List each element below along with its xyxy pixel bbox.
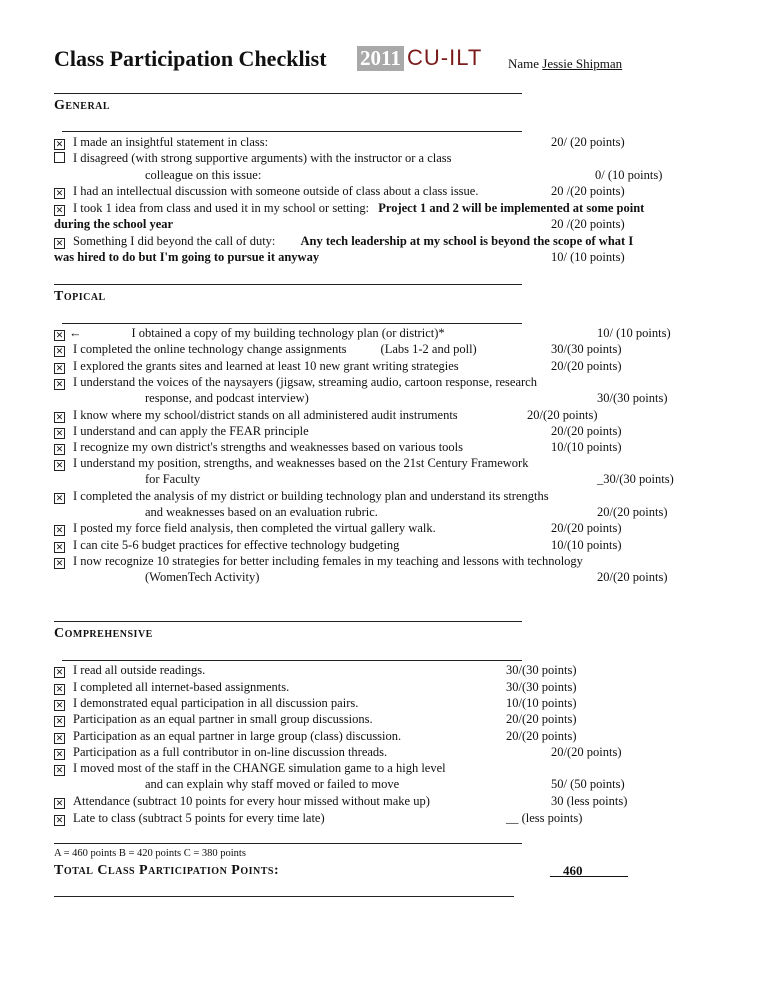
checkbox-icon[interactable]: ✕ [55, 379, 64, 389]
points-value: 30/(30 points) [506, 680, 577, 694]
grade-scale: A = 460 points B = 420 points C = 380 points [54, 848, 246, 859]
points-value: 10/(10 points) [551, 440, 622, 454]
list-item: ✕ I moved most of the staff in the CHANGE simulation game to a high level [55, 761, 446, 775]
divider [54, 93, 522, 94]
checkbox-icon[interactable]: ✕ [55, 765, 64, 775]
list-item: ✕ I understand my position, strengths, and weaknesses based on the 21st Century Framework [55, 456, 529, 470]
list-item-continuation: response, and podcast interview) [145, 391, 309, 405]
list-item: ✕ I can cite 5-6 budget practices for effective technology budgeting [55, 538, 400, 552]
list-item: ✕ I had an intellectual discussion with someone outside of class about a class issue. [55, 184, 479, 198]
points-value: 20/(20 points) [551, 359, 622, 373]
list-item: ✕ I understand the voices of the naysayers (jigsaw, streaming audio, cartoon response, research [55, 375, 537, 389]
checkbox-icon[interactable]: ✕ [55, 188, 64, 198]
list-item: I disagreed (with strong supportive arguments) with the instructor or a class [54, 151, 452, 166]
list-item: ✕ I completed the online technology change assignments (Labs 1-2 and poll) [55, 342, 477, 356]
points-value: 30/(30 points) [551, 342, 622, 356]
checkbox-icon[interactable]: ✕ [55, 558, 64, 568]
points-value: __ (less points) [506, 811, 583, 825]
list-item: ✕ Something I did beyond the call of duty: Any tech leadership at my school is beyond the scope of what I [55, 234, 634, 248]
list-item-continuation: (WomenTech Activity) [145, 570, 260, 584]
checkbox-icon[interactable]: ✕ [55, 525, 64, 535]
list-item-continuation: was hired to do but I'm going to pursue it anyway [54, 250, 320, 264]
points-value: 50/ (50 points) [551, 777, 625, 791]
list-item: ✕ I made an insightful statement in class: [55, 135, 269, 149]
divider [54, 896, 514, 897]
checkbox-icon[interactable]: ✕ [55, 428, 64, 438]
checkbox-icon[interactable]: ✕ [55, 238, 64, 248]
name-field [508, 56, 622, 72]
list-item: ✕ I explored the grants sites and learned at least 10 new grant writing strategies [55, 359, 459, 373]
list-item: ✕ Participation as a full contributor in on-line discussion threads. [55, 745, 388, 759]
divider [54, 843, 522, 844]
points-value: _30/(30 points) [597, 472, 674, 486]
checkbox-icon[interactable]: ✕ [55, 733, 64, 743]
points-value: 20/(20 points) [551, 745, 622, 759]
checkbox-icon[interactable]: ✕ [55, 716, 64, 726]
points-value: 10/ (10 points) [551, 250, 625, 264]
points-value: 10/(10 points) [506, 696, 577, 710]
name-value: Jessie Shipman [542, 56, 623, 71]
list-item: ✕ ← I obtained a copy of my building technology plan (or district)* [55, 326, 445, 340]
points-value: 30 (less points) [551, 794, 628, 808]
checkbox-icon[interactable]: ✕ [55, 815, 64, 825]
year-badge: 2011 [357, 46, 404, 71]
points-value: 20/(20 points) [597, 505, 668, 519]
section-heading-general: General [54, 98, 111, 113]
checkbox-icon[interactable]: ✕ [55, 700, 64, 710]
points-value: 20 /(20 points) [551, 217, 625, 231]
checkbox-icon[interactable]: ✕ [55, 749, 64, 759]
total-value: __460_______ [550, 863, 628, 878]
list-item: ✕ I took 1 idea from class and used it in my school or setting: Project 1 and 2 will be implemented at some point [55, 201, 645, 215]
total-label: Total Class Participation Points: [54, 863, 280, 878]
points-value: 20 /(20 points) [551, 184, 625, 198]
list-item-continuation: colleague on this issue: [145, 168, 262, 182]
checkbox-icon[interactable]: ✕ [55, 412, 64, 422]
points-value: 0/ (10 points) [595, 168, 663, 182]
list-item-continuation: and weaknesses based on an evaluation rubric. [145, 505, 378, 519]
divider [62, 131, 522, 132]
list-item: ✕ Participation as an equal partner in small group discussions. [55, 712, 373, 726]
list-item: ✕ I read all outside readings. [55, 663, 206, 677]
checkbox-icon[interactable]: ✕ [55, 667, 64, 677]
list-item: ✕ I completed the analysis of my district or building technology plan and understand its strengths [55, 489, 549, 503]
list-item: ✕ I understand and can apply the FEAR principle [55, 424, 309, 438]
checkbox-icon[interactable]: ✕ [55, 798, 64, 808]
points-value: 20/(20 points) [506, 729, 577, 743]
checkbox-icon[interactable]: ✕ [55, 542, 64, 552]
divider [62, 323, 522, 324]
points-value: 30/(30 points) [597, 391, 668, 405]
checkbox-icon[interactable]: ✕ [55, 205, 64, 215]
checkbox-icon[interactable]: ✕ [55, 330, 64, 340]
list-item: ✕ I now recognize 10 strategies for better including females in my teaching and lessons with technology [55, 554, 583, 568]
list-item: ✕ Participation as an equal partner in large group (class) discussion. [55, 729, 402, 743]
arrow-left-icon: ← [69, 326, 82, 340]
divider [62, 660, 522, 661]
divider [54, 621, 522, 622]
list-item-continuation: during the school year [54, 217, 174, 231]
list-item: ✕ I completed all internet-based assignments. [55, 680, 290, 694]
list-item: ✕ I posted my force field analysis, then completed the virtual gallery walk. [55, 521, 436, 535]
points-value: 20/(20 points) [527, 408, 598, 422]
checkbox-icon[interactable]: ✕ [55, 493, 64, 503]
list-item-continuation: for Faculty [145, 472, 201, 486]
checkbox-icon[interactable] [54, 152, 65, 163]
page-title: Class Participation Checklist [54, 46, 327, 71]
points-value: 20/(20 points) [597, 570, 668, 584]
checkbox-icon[interactable]: ✕ [55, 363, 64, 373]
list-item-continuation: and can explain why staff moved or failed to move [145, 777, 400, 791]
section-heading-comprehensive: Comprehensive [54, 626, 153, 641]
list-item: ✕ I recognize my own district's strengths and weaknesses based on various tools [55, 440, 464, 454]
points-value: 30/(30 points) [506, 663, 577, 677]
list-item: ✕ Late to class (subtract 5 points for every time late) [55, 811, 325, 825]
list-item: ✕ I know where my school/district stands on all administered audit instruments [55, 408, 458, 422]
list-item: ✕ I demonstrated equal participation in all discussion pairs. [55, 696, 359, 710]
points-value: 20/(20 points) [551, 424, 622, 438]
name-label: Name [508, 56, 540, 71]
checkbox-icon[interactable]: ✕ [55, 139, 64, 149]
divider [54, 284, 522, 285]
brand-logo-text: CU-ILT [407, 45, 483, 70]
points-value: 20/(20 points) [506, 712, 577, 726]
checkbox-icon[interactable]: ✕ [55, 684, 64, 694]
section-heading-topical: Topical [54, 289, 106, 304]
list-item: ✕ Attendance (subtract 10 points for every hour missed without make up) [55, 794, 430, 808]
points-value: 20/ (20 points) [551, 135, 625, 149]
points-value: 20/(20 points) [551, 521, 622, 535]
points-value: 10/ (10 points) [597, 326, 671, 340]
checkbox-icon[interactable]: ✕ [55, 460, 64, 470]
points-value: 10/(10 points) [551, 538, 622, 552]
checkbox-icon[interactable]: ✕ [55, 444, 64, 454]
checkbox-icon[interactable]: ✕ [55, 346, 64, 356]
